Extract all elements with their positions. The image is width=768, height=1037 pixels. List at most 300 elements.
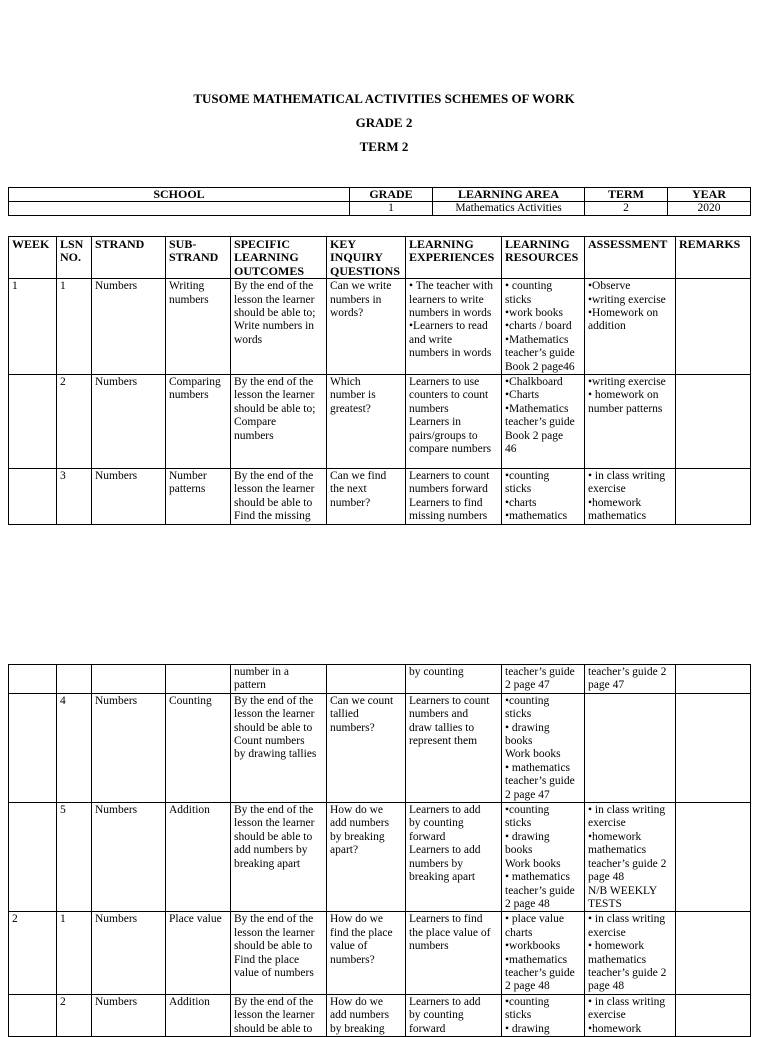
cell-sub-strand <box>166 803 231 912</box>
cell-learning-experiences <box>406 693 502 802</box>
cell-sub-strand-line: Place value <box>169 913 222 926</box>
column-header-line: NO. <box>60 250 81 265</box>
cell-strand <box>92 469 166 525</box>
cell-assessment-line: • in class writing <box>588 913 666 926</box>
cell-specific-learning-outcomes-line: should be able to <box>234 830 313 843</box>
cell-assessment-line: •homework <box>588 1022 642 1035</box>
cell-specific-learning-outcomes-line: number in a <box>234 666 289 678</box>
cell-strand-line: Numbers <box>95 470 138 483</box>
cell-key-inquiry-questions-line: Can we count <box>330 694 394 707</box>
cell-learning-experiences-line: represent them <box>409 735 478 748</box>
cell-learning-resources-line: •charts / board <box>505 320 572 333</box>
cell-strand <box>92 803 166 912</box>
table-row <box>9 469 751 525</box>
cell-lesson-number-line: 4 <box>60 694 66 707</box>
cell-specific-learning-outcomes-line: lesson the learner <box>234 293 315 306</box>
cell-sub-strand-line: numbers <box>169 293 209 306</box>
column-header-line: OUTCOMES <box>234 263 305 278</box>
cell-key-inquiry-questions-line: apart? <box>330 844 359 857</box>
column-header-specific-learning-outcomes <box>231 237 327 279</box>
cell-specific-learning-outcomes-line: should be able to <box>234 1022 313 1035</box>
cell-assessment-line: •Observe <box>588 280 631 293</box>
document-title: TUSOME MATHEMATICAL ACTIVITIES SCHEMES OF WORK <box>193 91 575 106</box>
cell-learning-resources-line: teacher’s guide <box>505 884 575 897</box>
cell-learning-resources-line: sticks <box>505 483 532 496</box>
cell-assessment <box>585 375 676 469</box>
column-header-remarks <box>676 237 751 279</box>
cell-strand <box>92 912 166 994</box>
table-row <box>9 279 751 375</box>
cell-specific-learning-outcomes-line: pattern <box>234 679 266 692</box>
cell-specific-learning-outcomes-line: Compare <box>234 416 277 429</box>
cell-learning-resources-line: 2 page 47 <box>505 788 550 801</box>
cell-learning-resources-line: •charts <box>505 496 537 509</box>
cell-specific-learning-outcomes <box>231 375 327 469</box>
cell-week-line: 1 <box>12 280 18 293</box>
cell-specific-learning-outcomes <box>231 912 327 994</box>
column-header-line: EXPERIENCES <box>409 250 495 265</box>
scheme-table-page-2 <box>8 664 751 1037</box>
cell-week <box>9 665 57 694</box>
cell-learning-resources <box>502 994 585 1036</box>
cell-assessment-line: • in class writing <box>588 804 666 817</box>
cell-learning-resources-line: •work books <box>505 307 564 320</box>
cell-assessment-line: •Homework on <box>588 307 659 320</box>
cell-assessment <box>585 803 676 912</box>
cell-specific-learning-outcomes <box>231 994 327 1036</box>
cell-sub-strand-line: Writing <box>169 280 205 293</box>
cell-learning-resources-line: teacher’s guide <box>505 347 575 360</box>
cell-learning-resources-line: Book 2 page <box>505 429 564 442</box>
cell-learning-resources-line: sticks <box>505 708 532 721</box>
cell-key-inquiry-questions-line: numbers? <box>330 721 375 734</box>
cell-lesson-number-line: 1 <box>60 913 66 926</box>
cell-learning-experiences-line: counters to count <box>409 389 489 402</box>
cell-learning-experiences-line: numbers in words <box>409 347 492 360</box>
column-header-line: QUESTIONS <box>330 263 401 278</box>
cell-key-inquiry-questions-line: tallied <box>330 708 359 721</box>
cell-assessment-line: mathematics <box>588 510 647 523</box>
cell-learning-resources-line: •mathematics <box>505 510 568 523</box>
cell-learning-experiences-line: numbers <box>409 940 449 953</box>
cell-learning-resources-line: sticks <box>505 1009 532 1022</box>
cell-specific-learning-outcomes-line: should be able to; <box>234 402 316 415</box>
cell-learning-resources-line: • mathematics <box>505 761 571 774</box>
cell-key-inquiry-questions <box>327 994 406 1036</box>
cell-learning-experiences-line: draw tallies to <box>409 721 475 734</box>
cell-key-inquiry-questions-line: number? <box>330 496 371 509</box>
cell-sub-strand-line: Comparing <box>169 376 221 389</box>
cell-lesson-number <box>57 665 92 694</box>
cell-learning-resources-line: Work books <box>505 857 561 870</box>
cell-assessment-line: • in class writing <box>588 995 666 1008</box>
info-value-grade: 1 <box>350 202 433 216</box>
cell-sub-strand-line: Addition <box>169 995 210 1008</box>
cell-learning-experiences-line: by counting <box>409 817 464 830</box>
column-header-line: SUB- <box>169 237 197 251</box>
cell-sub-strand <box>166 912 231 994</box>
cell-specific-learning-outcomes-line: value of numbers <box>234 966 314 979</box>
cell-assessment-line: teacher’s guide 2 <box>588 666 667 678</box>
cell-assessment-line: teacher’s guide 2 <box>588 857 667 870</box>
cell-key-inquiry-questions-line: by breaking <box>330 1022 385 1035</box>
cell-lesson-number <box>57 912 92 994</box>
cell-learning-resources-line: •Mathematics <box>505 402 569 415</box>
cell-strand <box>92 693 166 802</box>
cell-assessment-line: TESTS <box>588 897 622 910</box>
column-header-line: KEY <box>330 237 357 251</box>
cell-sub-strand-line: numbers <box>169 389 209 402</box>
cell-learning-experiences-line: learners to write <box>409 293 484 306</box>
cell-specific-learning-outcomes-line: breaking apart <box>234 857 301 870</box>
column-header-lesson-number <box>57 237 92 279</box>
cell-learning-resources-line: teacher’s guide <box>505 966 575 979</box>
cell-remarks <box>676 665 751 694</box>
column-header-line: LEARNING <box>409 237 474 251</box>
cell-learning-experiences-line: by counting <box>409 666 464 678</box>
cell-assessment-line: exercise <box>588 483 626 496</box>
cell-week <box>9 375 57 469</box>
cell-learning-experiences-line: compare numbers <box>409 443 492 456</box>
column-header-line: INQUIRY <box>330 250 383 265</box>
cell-learning-resources <box>502 693 585 802</box>
cell-sub-strand <box>166 279 231 375</box>
cell-learning-resources-line: teacher’s guide <box>505 416 575 429</box>
cell-specific-learning-outcomes-line: words <box>234 333 263 346</box>
cell-remarks <box>676 912 751 994</box>
cell-learning-resources-line: 46 <box>505 443 517 456</box>
column-header-line: LSN <box>60 237 84 251</box>
cell-assessment <box>585 994 676 1036</box>
cell-week <box>9 469 57 525</box>
column-header-line: REMARKS <box>679 237 741 251</box>
cell-learning-experiences-line: • The teacher with <box>409 280 493 293</box>
cell-learning-experiences-line: breaking apart <box>409 871 476 884</box>
cell-key-inquiry-questions-line: How do we <box>330 804 384 817</box>
info-value-row <box>9 202 751 216</box>
cell-assessment-line: N/B WEEKLY <box>588 884 658 897</box>
cell-specific-learning-outcomes-line: should be able to <box>234 496 313 509</box>
cell-learning-resources-line: Book 2 page46 <box>505 360 575 373</box>
cell-strand-line: Numbers <box>95 280 138 293</box>
cell-learning-experiences <box>406 375 502 469</box>
cell-learning-resources-line: 2 page 48 <box>505 897 550 910</box>
cell-key-inquiry-questions <box>327 469 406 525</box>
cell-assessment-line: exercise <box>588 1009 626 1022</box>
column-header-row <box>9 237 751 279</box>
cell-learning-experiences-line: by counting <box>409 1009 464 1022</box>
column-header-line: SPECIFIC <box>234 237 291 251</box>
cell-assessment-line: •homework <box>588 830 642 843</box>
cell-assessment-line: teacher’s guide 2 <box>588 966 667 979</box>
info-value-term: 2 <box>585 202 668 216</box>
cell-learning-experiences-line: numbers by <box>409 857 463 870</box>
cell-sub-strand <box>166 469 231 525</box>
table-row <box>9 994 751 1036</box>
cell-specific-learning-outcomes-line: By the end of the <box>234 470 314 483</box>
cell-strand-line: Numbers <box>95 913 138 926</box>
cell-key-inquiry-questions <box>327 912 406 994</box>
table-row <box>9 693 751 802</box>
cell-strand <box>92 994 166 1036</box>
cell-key-inquiry-questions-line: words? <box>330 307 364 320</box>
cell-learning-resources-line: 2 page 48 <box>505 980 550 993</box>
cell-specific-learning-outcomes-line: By the end of the <box>234 376 314 389</box>
cell-lesson-number-line: 2 <box>60 376 66 389</box>
cell-learning-resources-line: charts <box>505 926 533 939</box>
cell-learning-experiences-line: Learners to find <box>409 913 483 926</box>
cell-specific-learning-outcomes-line: Find the place <box>234 953 300 966</box>
cell-specific-learning-outcomes-line: By the end of the <box>234 280 314 293</box>
info-value-learning-area: Mathematics Activities <box>433 202 585 216</box>
cell-sub-strand-line: Addition <box>169 804 210 817</box>
cell-key-inquiry-questions <box>327 693 406 802</box>
cell-strand <box>92 279 166 375</box>
cell-key-inquiry-questions-line: the next <box>330 483 367 496</box>
column-header-line: LEARNING <box>234 250 299 265</box>
cell-lesson-number-line: 2 <box>60 995 66 1008</box>
cell-specific-learning-outcomes-line: should be able to; <box>234 307 316 320</box>
cell-learning-resources-line: •counting <box>505 694 550 707</box>
cell-learning-experiences-line: and write <box>409 333 453 346</box>
cell-assessment-line: •writing exercise <box>588 293 666 306</box>
cell-assessment <box>585 279 676 375</box>
column-header-sub-strand <box>166 237 231 279</box>
cell-remarks <box>676 994 751 1036</box>
cell-specific-learning-outcomes-line: By the end of the <box>234 995 314 1008</box>
cell-learning-experiences-line: numbers and <box>409 708 469 721</box>
table-row <box>9 912 751 994</box>
cell-remarks <box>676 803 751 912</box>
cell-learning-resources-line: • place value <box>505 913 564 926</box>
info-header-row <box>9 188 751 202</box>
info-value-year: 2020 <box>668 202 751 216</box>
table-row <box>9 375 751 469</box>
table-row <box>9 665 751 694</box>
cell-specific-learning-outcomes-line: should be able to <box>234 940 313 953</box>
cell-sub-strand-line: Number <box>169 470 207 483</box>
cell-assessment-line: exercise <box>588 926 626 939</box>
cell-learning-experiences-line: Learners to add <box>409 804 481 817</box>
cell-learning-experiences-line: the place value of <box>409 926 491 939</box>
column-header-line: STRAND <box>169 250 219 265</box>
cell-assessment-line: addition <box>588 320 626 333</box>
cell-specific-learning-outcomes-line: add numbers by <box>234 844 308 857</box>
cell-learning-experiences <box>406 469 502 525</box>
cell-learning-resources-line: •counting <box>505 995 550 1008</box>
cell-assessment <box>585 469 676 525</box>
cell-lesson-number <box>57 994 92 1036</box>
table-row <box>9 803 751 912</box>
cell-learning-experiences-line: numbers <box>409 402 449 415</box>
cell-learning-resources <box>502 469 585 525</box>
cell-key-inquiry-questions <box>327 375 406 469</box>
column-header-week <box>9 237 57 279</box>
cell-week <box>9 994 57 1036</box>
cell-specific-learning-outcomes <box>231 693 327 802</box>
cell-learning-experiences-line: Learners to count <box>409 694 490 707</box>
cell-learning-resources-line: sticks <box>505 293 532 306</box>
cell-specific-learning-outcomes-line: lesson the learner <box>234 817 315 830</box>
cell-learning-resources-line: •counting <box>505 470 550 483</box>
cell-key-inquiry-questions <box>327 665 406 694</box>
cell-specific-learning-outcomes-line: By the end of the <box>234 804 314 817</box>
cell-key-inquiry-questions-line: number is <box>330 389 376 402</box>
cell-sub-strand-line: patterns <box>169 483 206 496</box>
cell-specific-learning-outcomes <box>231 665 327 694</box>
cell-week <box>9 693 57 802</box>
cell-learning-resources-line: •mathematics <box>505 953 568 966</box>
cell-learning-resources-line: • drawing <box>505 721 550 734</box>
info-header-learning-area: LEARNING AREA <box>433 188 585 202</box>
cell-specific-learning-outcomes-line: lesson the learner <box>234 389 315 402</box>
cell-learning-experiences <box>406 803 502 912</box>
column-header-line: RESOURCES <box>505 250 579 265</box>
cell-learning-experiences-line: Learners to use <box>409 376 480 389</box>
column-header-strand <box>92 237 166 279</box>
cell-key-inquiry-questions-line: add numbers <box>330 817 390 830</box>
cell-key-inquiry-questions-line: find the place <box>330 926 393 939</box>
cell-strand <box>92 665 166 694</box>
cell-learning-experiences <box>406 994 502 1036</box>
cell-learning-resources-line: teacher’s guide <box>505 666 575 678</box>
cell-learning-resources-line: •Mathematics <box>505 333 569 346</box>
cell-learning-resources-line: •Charts <box>505 389 540 402</box>
cell-learning-resources-line: • drawing <box>505 1022 550 1035</box>
info-header-term: TERM <box>585 188 668 202</box>
cell-key-inquiry-questions-line: Can we write <box>330 280 392 293</box>
cell-lesson-number-line: 5 <box>60 804 66 817</box>
cell-learning-experiences-line: numbers forward <box>409 483 488 496</box>
cell-learning-resources-line: •counting <box>505 804 550 817</box>
column-header-learning-experiences <box>406 237 502 279</box>
cell-assessment-line: page 48 <box>588 871 625 884</box>
cell-learning-resources <box>502 375 585 469</box>
cell-learning-experiences-line: •Learners to read <box>409 320 488 333</box>
cell-lesson-number <box>57 469 92 525</box>
cell-assessment <box>585 665 676 694</box>
cell-sub-strand <box>166 665 231 694</box>
scheme-table-page-1 <box>8 236 751 525</box>
cell-key-inquiry-questions-line: How do we <box>330 913 384 926</box>
cell-learning-resources <box>502 279 585 375</box>
cell-week <box>9 279 57 375</box>
cell-lesson-number <box>57 803 92 912</box>
cell-learning-experiences-line: numbers in words <box>409 307 492 320</box>
cell-specific-learning-outcomes-line: lesson the learner <box>234 708 315 721</box>
cell-sub-strand <box>166 994 231 1036</box>
cell-learning-resources-line: 2 page 47 <box>505 679 550 692</box>
column-header-line: LEARNING <box>505 237 570 251</box>
cell-key-inquiry-questions-line: greatest? <box>330 402 371 415</box>
cell-learning-experiences-line: Learners to count <box>409 470 490 483</box>
cell-learning-resources-line: teacher’s guide <box>505 775 575 788</box>
cell-specific-learning-outcomes-line: numbers <box>234 429 274 442</box>
cell-key-inquiry-questions-line: numbers? <box>330 953 375 966</box>
cell-remarks <box>676 279 751 375</box>
cell-strand <box>92 375 166 469</box>
cell-assessment-line: •writing exercise <box>588 376 666 389</box>
cell-learning-resources-line: books <box>505 844 533 857</box>
cell-assessment <box>585 912 676 994</box>
cell-specific-learning-outcomes-line: By the end of the <box>234 913 314 926</box>
info-header-school: SCHOOL <box>9 188 350 202</box>
cell-key-inquiry-questions <box>327 803 406 912</box>
cell-specific-learning-outcomes-line: Write numbers in <box>234 320 315 333</box>
document-term: TERM 2 <box>359 139 409 154</box>
cell-key-inquiry-questions-line: numbers in <box>330 293 382 306</box>
cell-learning-experiences-line: Learners to find <box>409 496 483 509</box>
cell-sub-strand <box>166 375 231 469</box>
column-header-line: WEEK <box>12 237 50 251</box>
info-value-school <box>9 202 350 216</box>
cell-learning-resources <box>502 803 585 912</box>
cell-specific-learning-outcomes-line: By the end of the <box>234 694 314 707</box>
cell-learning-resources-line: • counting <box>505 280 553 293</box>
cell-learning-resources-line: sticks <box>505 817 532 830</box>
cell-key-inquiry-questions-line: Which <box>330 376 361 389</box>
cell-strand-line: Numbers <box>95 995 138 1008</box>
cell-key-inquiry-questions-line: by breaking <box>330 830 385 843</box>
cell-learning-resources-line: books <box>505 735 533 748</box>
cell-key-inquiry-questions-line: add numbers <box>330 1009 390 1022</box>
cell-strand-line: Numbers <box>95 694 138 707</box>
cell-assessment-line: mathematics <box>588 844 647 857</box>
column-header-assessment <box>585 237 676 279</box>
cell-learning-resources-line: Work books <box>505 748 561 761</box>
cell-specific-learning-outcomes-line: lesson the learner <box>234 1009 315 1022</box>
info-header-year: YEAR <box>668 188 751 202</box>
cell-learning-experiences-line: Learners in <box>409 416 462 429</box>
column-header-line: STRAND <box>95 237 145 251</box>
cell-learning-experiences-line: Learners to add <box>409 844 481 857</box>
column-header-line: ASSESSMENT <box>588 237 668 251</box>
cell-specific-learning-outcomes-line: should be able to <box>234 721 313 734</box>
cell-assessment-line: page 48 <box>588 980 625 993</box>
cell-learning-resources-line: • drawing <box>505 830 550 843</box>
cell-sub-strand-line: Counting <box>169 694 212 707</box>
cell-learning-resources <box>502 665 585 694</box>
cell-learning-experiences-line: Learners to add <box>409 995 481 1008</box>
cell-week <box>9 803 57 912</box>
document-grade: GRADE 2 <box>355 115 413 130</box>
cell-strand-line: Numbers <box>95 804 138 817</box>
cell-lesson-number <box>57 375 92 469</box>
cell-specific-learning-outcomes <box>231 469 327 525</box>
cell-assessment <box>585 693 676 802</box>
cell-specific-learning-outcomes-line: lesson the learner <box>234 926 315 939</box>
cell-strand-line: Numbers <box>95 376 138 389</box>
cell-learning-experiences <box>406 665 502 694</box>
cell-assessment-line: • in class writing <box>588 470 666 483</box>
cell-week-line: 2 <box>12 913 18 926</box>
cell-specific-learning-outcomes <box>231 803 327 912</box>
cell-specific-learning-outcomes-line: by drawing tallies <box>234 748 317 761</box>
cell-specific-learning-outcomes <box>231 279 327 375</box>
cell-week <box>9 912 57 994</box>
cell-assessment-line: mathematics <box>588 953 647 966</box>
cell-assessment-line: • homework on <box>588 389 659 402</box>
cell-assessment-line: •homework <box>588 496 642 509</box>
column-header-key-inquiry-questions <box>327 237 406 279</box>
cell-learning-experiences <box>406 912 502 994</box>
cell-specific-learning-outcomes-line: lesson the learner <box>234 483 315 496</box>
cell-assessment-line: • homework <box>588 940 645 953</box>
cell-learning-experiences-line: missing numbers <box>409 510 488 523</box>
cell-learning-resources-line: • mathematics <box>505 871 571 884</box>
info-table <box>8 187 751 216</box>
cell-key-inquiry-questions-line: Can we find <box>330 470 387 483</box>
